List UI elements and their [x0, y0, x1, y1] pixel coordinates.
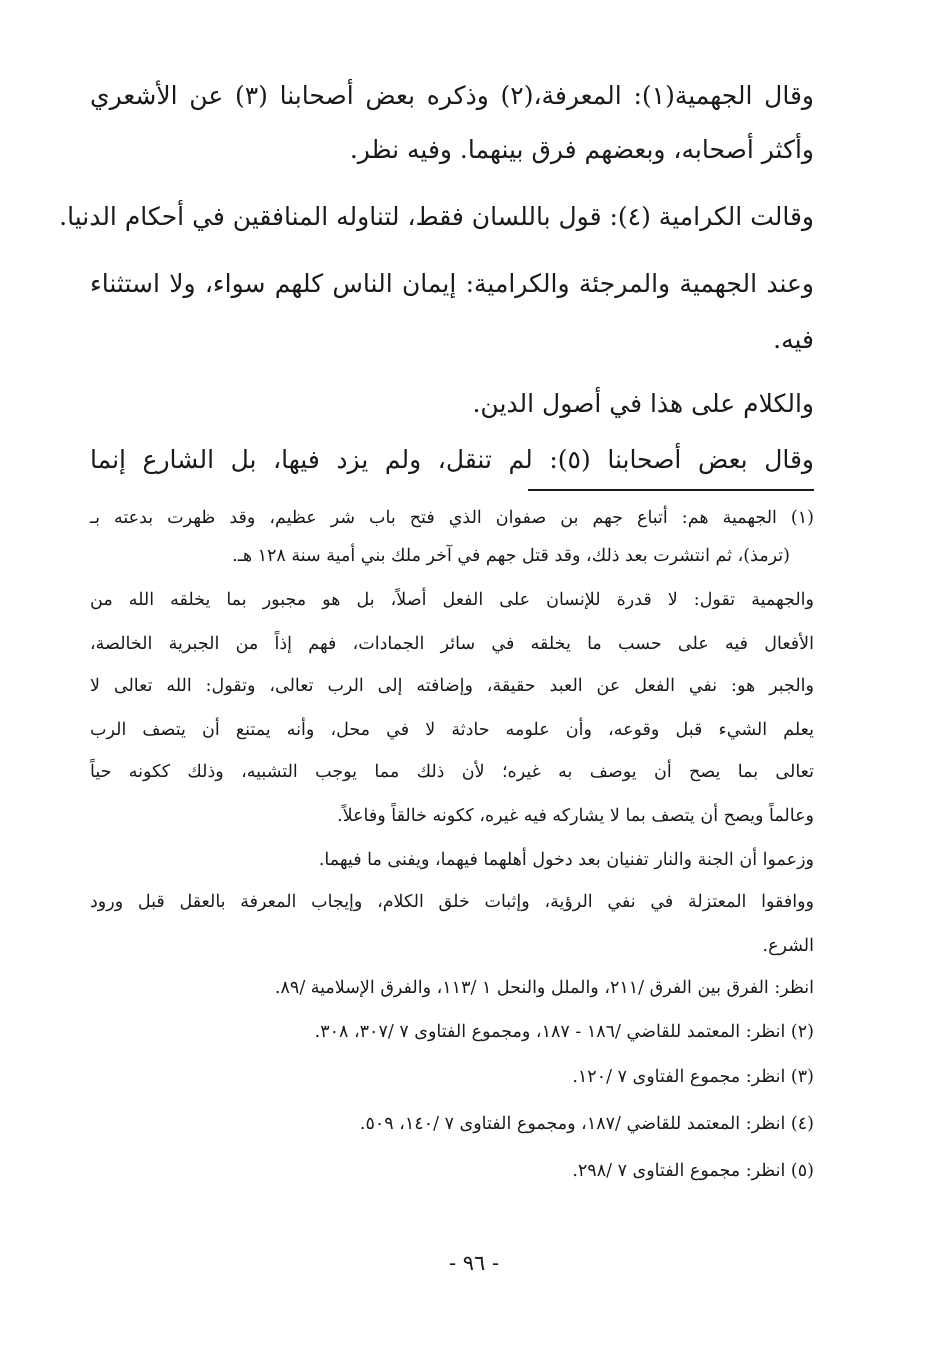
- footnote-line-9: وزعموا أن الجنة والنار تفنيان بعد دخول أهلهما فيهما، ويفنى ما فيهما.: [318, 850, 814, 870]
- footnote-line-1: (١) الجهمية هم: أتباع جهم بن صفوان الذي فتح باب شر عظيم، وقد ظهرت بدعته بـ: [90, 508, 814, 528]
- footnote-line-10: ووافقوا المعتزلة في نفي الرؤية، وإثبات خلق الكلام، وإيجاب المعرفة بالعقل قبل ورود: [90, 892, 814, 912]
- footnote-line-14: (٣) انظر: مجموع الفتاوى ٧ /١٢٠.: [572, 1067, 814, 1087]
- footnote-line-12: انظر: الفرق بين الفرق /٢١١، والملل والنحل ١ /١١٣، والفرق الإسلامية /٨٩.: [274, 978, 814, 998]
- footnote-line-7: تعالى بما يصح أن يوصف به غيره؛ لأن ذلك مما يوجب التشبيه، وذلك ككونه حياً: [90, 762, 814, 782]
- footnote-line-4: الأفعال فيه على حسب ما يخلقه في سائر الجمادات، فهم إذاً من الجبرية الخالصة،: [90, 634, 814, 654]
- body-line-6: والكلام على هذا في أصول الدين.: [472, 389, 814, 418]
- footnote-line-8: وعالماً ويصح أن يتصف بما لا يشاركه فيه غيره، ككونه خالقاً وفاعلاً.: [337, 806, 814, 826]
- footnote-line-5: والجبر هو: نفي الفعل عن العبد حقيقة، وإضافته إلى الرب تعالى، وتقول: الله تعالى لا: [90, 676, 814, 696]
- footnote-line-11: الشرع.: [762, 936, 814, 956]
- footnote-separator: [528, 489, 814, 491]
- body-line-2: وأكثر أصحابه، وبعضهم فرق بينهما. وفيه نظر.: [349, 135, 814, 164]
- body-line-3: وقالت الكرامية (٤): قول باللسان فقط، لتناوله المنافقين في أحكام الدنيا.: [59, 202, 814, 231]
- body-line-1: وقال الجهمية(١): المعرفة،(٢) وذكره بعض أصحابنا (٣) عن الأشعري: [90, 81, 814, 110]
- footnote-line-16: (٥) انظر: مجموع الفتاوى ٧ /٢٩٨.: [572, 1161, 814, 1181]
- footnote-line-3: والجهمية تقول: لا قدرة للإنسان على الفعل أصلاً، بل هو مجبور بما يخلقه الله من: [90, 590, 814, 610]
- footnote-line-15: (٤) انظر: المعتمد للقاضي /١٨٧، ومجموع الفتاوى ٧ /١٤٠، ٥٠٩.: [359, 1114, 814, 1134]
- page-number: - ٩٦ -: [448, 1251, 500, 1275]
- body-line-5: فيه.: [773, 325, 814, 354]
- footnote-line-6: يعلم الشيء قبل وقوعه، وأن علومه حادثة لا في محل، وأنه يمتنع أن يتصف الرب: [90, 720, 814, 740]
- body-line-4: وعند الجهمية والمرجئة والكرامية: إيمان الناس كلهم سواء، ولا استثناء: [90, 269, 814, 298]
- footnote-line-2: (ترمذ)، ثم انتشرت بعد ذلك، وقد قتل جهم في آخر ملك بني أمية سنة ١٢٨ هـ.: [232, 546, 790, 566]
- body-line-7: وقال بعض أصحابنا (٥): لم تنقل، ولم يزد فيها، بل الشارع إنما: [90, 445, 814, 474]
- footnote-line-13: (٢) انظر: المعتمد للقاضي /١٨٦ - ١٨٧، ومجموع الفتاوى ٧ /٣٠٧، ٣٠٨.: [314, 1022, 814, 1042]
